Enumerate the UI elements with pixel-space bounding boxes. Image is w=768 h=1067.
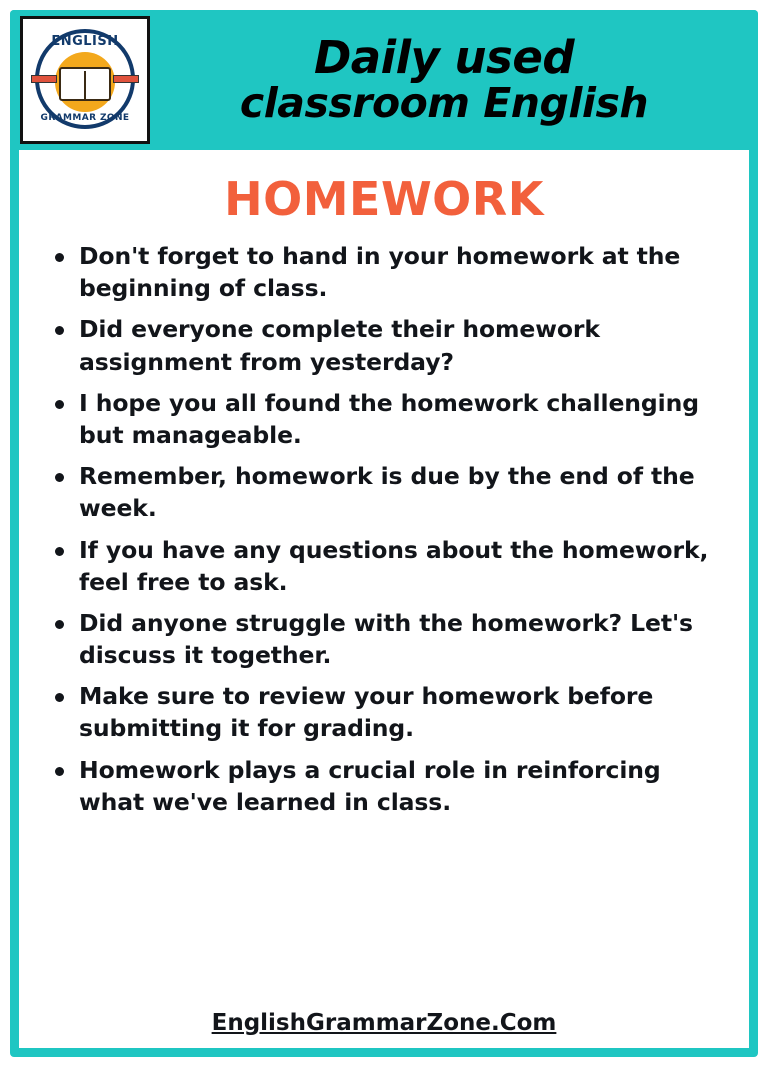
pencil-icon-right: [113, 75, 139, 83]
phrase-list: [37, 240, 731, 818]
pencil-icon-left: [31, 75, 57, 83]
list-item: Don't forget to hand in your homework at the beginning of class.: [43, 240, 727, 304]
page-title: HOMEWORK: [224, 172, 544, 226]
list-item: If you have any questions about the homework, feel free to ask.: [43, 534, 727, 598]
list-item: Make sure to review your homework before submitting it for grading.: [43, 680, 727, 744]
list-item: I hope you all found the homework challenging but manageable.: [43, 387, 727, 451]
poster-frame: [10, 10, 758, 1057]
logo-inner: [29, 25, 141, 135]
list-item: Did anyone struggle with the homework? Let's discuss it together.: [43, 607, 727, 671]
header-title-line2: classroom English: [239, 79, 649, 128]
logo-top-text: ENGLISH: [51, 34, 119, 49]
list-item: Did everyone complete their homework assignment from yesterday?: [43, 313, 727, 377]
list-item: Homework plays a crucial role in reinforcing what we've learned in class.: [43, 754, 727, 818]
header-title-line1: Daily used: [313, 31, 575, 85]
open-book-icon: [59, 67, 111, 101]
content-card: [19, 150, 749, 1048]
list-item: Remember, homework is due by the end of the week.: [43, 460, 727, 524]
website-link[interactable]: EnglishGrammarZone.Com: [211, 1010, 557, 1036]
header-band: [10, 10, 758, 150]
logo-bottom-text: GRAMMAR ZONE: [40, 113, 130, 123]
brand-logo: [20, 16, 150, 144]
